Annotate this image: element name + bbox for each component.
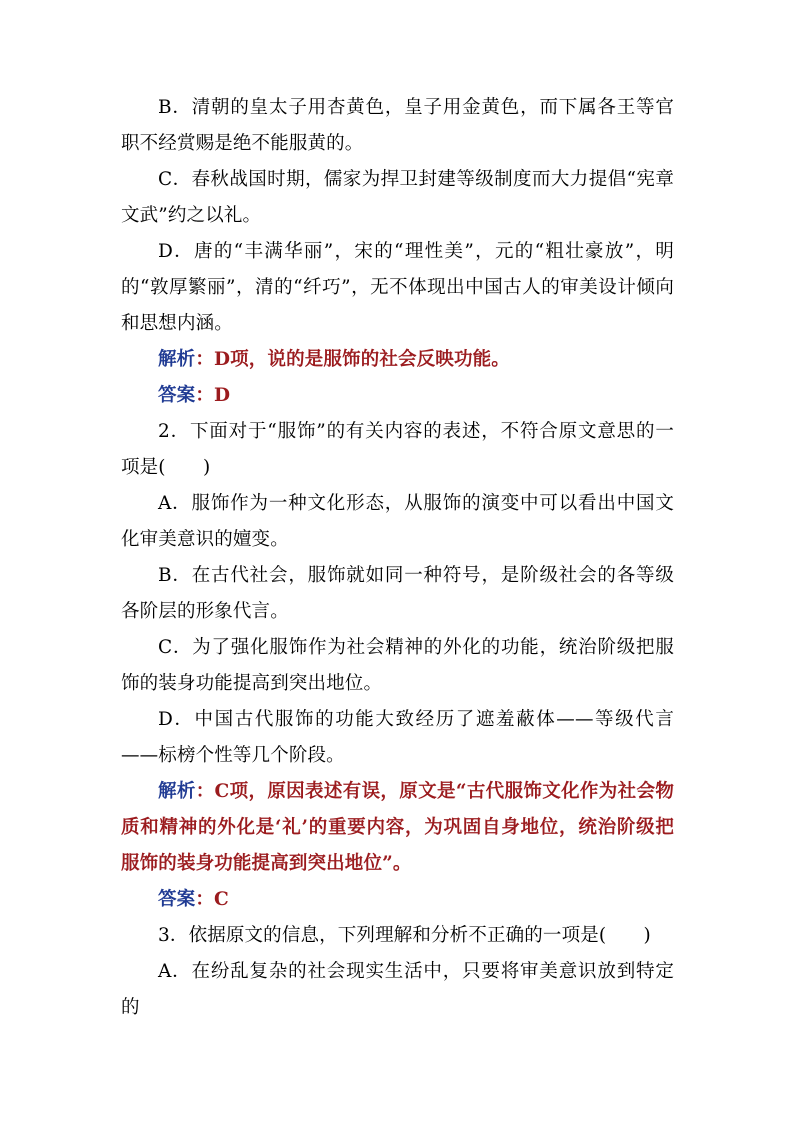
q1-analysis bbox=[121, 342, 674, 378]
q1-answer bbox=[121, 378, 674, 414]
analysis-text: ：D项，说的是服饰的社会反映功能。 bbox=[195, 349, 510, 370]
analysis-label: 解析 bbox=[158, 781, 196, 802]
q1-option-d: D．唐的“丰满华丽”，宋的“理性美”，元的“粗壮豪放”，明的“敦厚繁丽”，清的“纤巧”，无不体现出中国古人的审美设计倾向和思想内涵。 bbox=[121, 241, 674, 334]
analysis-label: 解析 bbox=[158, 349, 196, 370]
q2-option-a: A．服饰作为一种文化形态，从服饰的演变中可以看出中国文化审美意识的嬗变。 bbox=[121, 493, 674, 550]
answer-label: 答案 bbox=[158, 889, 196, 910]
q1-option-c: C．春秋战国时期，儒家为捍卫封建等级制度而大力提倡“宪章文武”约之以礼。 bbox=[121, 169, 674, 226]
answer-text: ：C bbox=[195, 889, 229, 910]
q1-option-b: B．清朝的皇太子用杏黄色，皇子用金黄色，而下属各王等官职不经赏赐是绝不能服黄的。 bbox=[121, 97, 674, 154]
q3-stem: 3．依据原文的信息，下列理解和分析不正确的一项是( ) bbox=[158, 925, 651, 946]
q2-analysis bbox=[121, 774, 674, 882]
answer-label: 答案 bbox=[158, 385, 196, 406]
answer-text: ：D bbox=[195, 385, 231, 406]
q2-stem: 2．下面对于“服饰”的有关内容的表述，不符合原文意思的一项是( ) bbox=[121, 421, 674, 478]
q2-option-c: C．为了强化服饰作为社会精神的外化的功能，统治阶级把服饰的装身功能提高到突出地位。 bbox=[121, 637, 674, 694]
analysis-text: ：C项，原因表述有误，原文是“古代服饰文化作为社会物质和精神的外化是‘礼’的重要内容，为巩固自身地位，统治阶级把服饰的装身功能提高到突出地位”。 bbox=[121, 781, 674, 874]
q2-option-d: D．中国古代服饰的功能大致经历了遮羞蔽体——等级代言——标榜个性等几个阶段。 bbox=[121, 709, 674, 766]
q3-option-a: A．在纷乱复杂的社会现实生活中，只要将审美意识放到特定的 bbox=[121, 961, 674, 1018]
q2-answer bbox=[121, 882, 674, 918]
q2-option-b: B．在古代社会，服饰就如同一种符号，是阶级社会的各等级各阶层的形象代言。 bbox=[121, 565, 674, 622]
